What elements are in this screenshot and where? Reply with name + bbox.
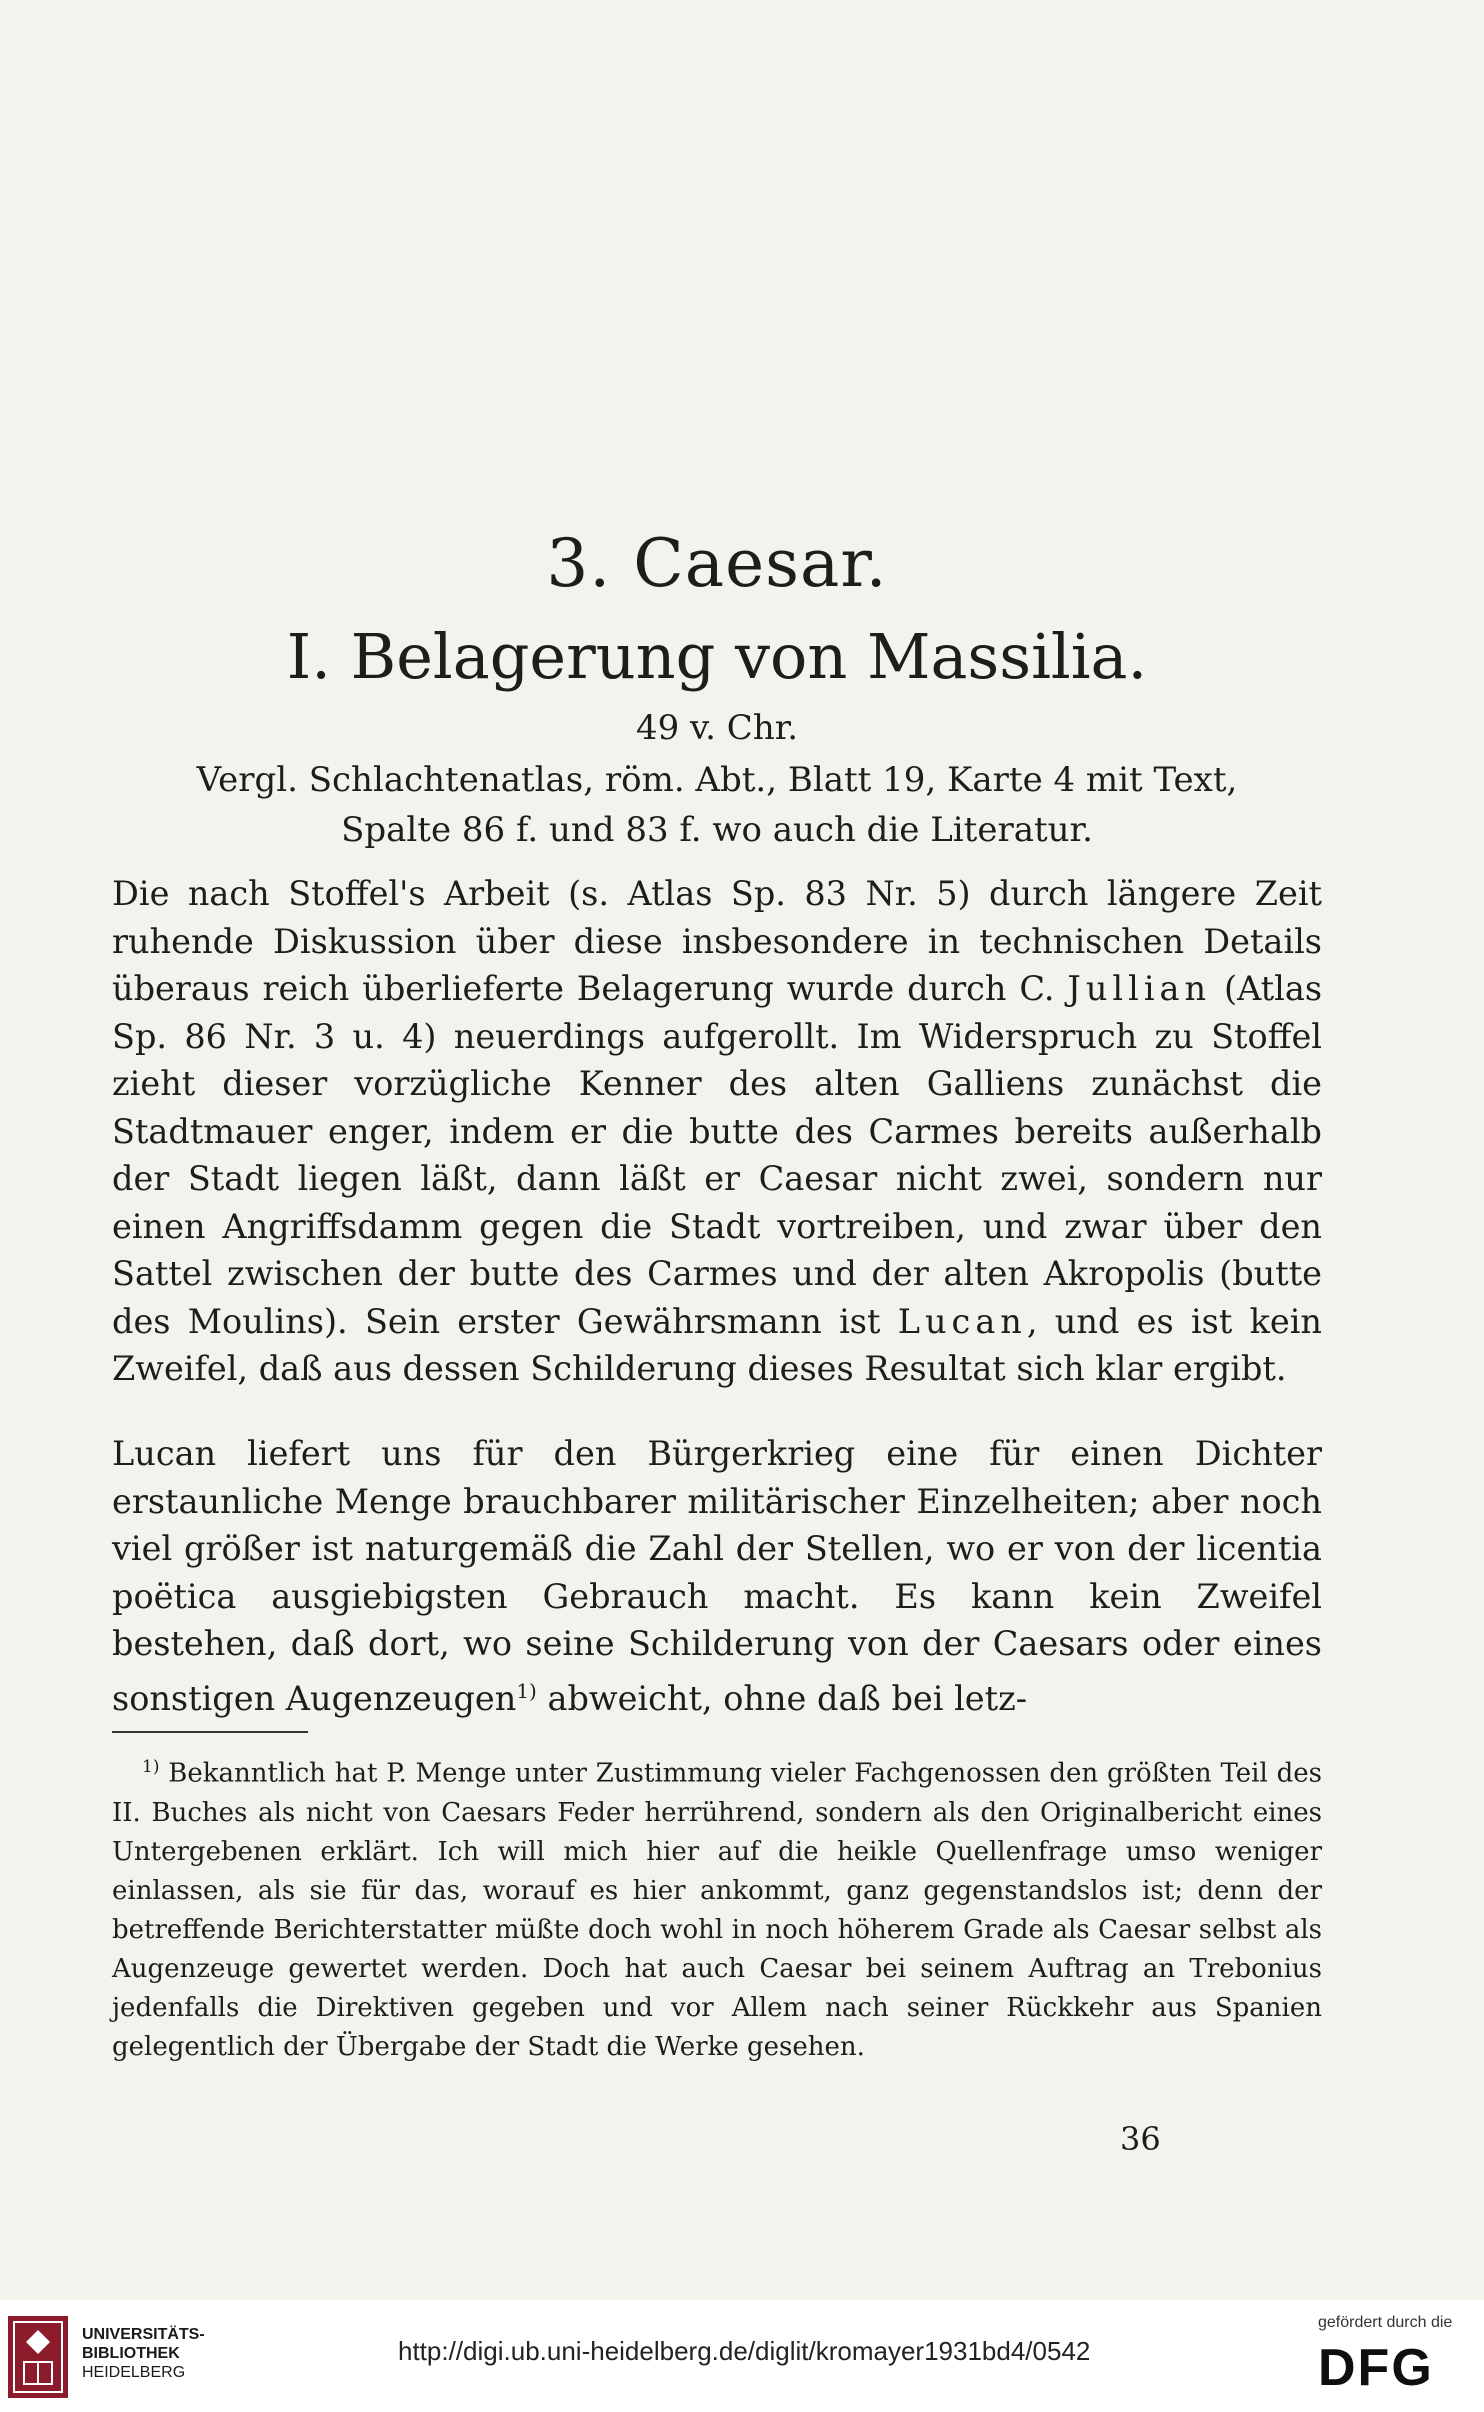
date-line: 49 v. Chr.: [635, 708, 799, 748]
reference-line-1: Vergl. Schlachtenatlas, röm. Abt., Blatt 19, Karte 4 mit Text,: [196, 760, 1238, 800]
permalink-url[interactable]: http://digi.ub.uni-heidelberg.de/diglit/kromayer1931bd4/0542: [398, 2336, 1091, 2366]
institution-line-2: BIBLIOTHEK: [82, 2345, 180, 2362]
body-paragraph-1: [112, 870, 1322, 1393]
author-name-jullian: Jullian: [1067, 969, 1212, 1008]
author-name-lucan: Lucan: [897, 1301, 1027, 1341]
funder-label: gefördert durch die: [1318, 2314, 1453, 2331]
institution-line-1: UNIVERSITÄTS-: [82, 2326, 205, 2343]
paragraph-1-text-a: Die nach Stoffel's Arbeit (s. Atlas Sp. 83 Nr. 5) durch längere Zeit ruhende Diskussion über diese insbesondere in technischen Details überaus reich überlieferte Belagerung wurde durch C.: [112, 874, 1322, 1008]
section-title: I. Belagerung von Massilia.: [286, 620, 1148, 693]
institution-line-3: HEIDELBERG: [82, 2364, 186, 2381]
footnote-text: Bekanntlich hat P. Menge unter Zustimmung vieler Fachgenossen den größten Teil des II. Buches als nicht von Caesars Feder herrührend, sondern als den Originalbericht eines Untergebenen erklärt. Ich will mich hier auf die heikle Quellenfrage umso weniger einlassen, als sie für das, worauf es hier ankommt, ganz gegenstandslos ist; denn der betreffende Berichterstatter müßte doch wohl in noch höherem Grade als Caesar selbst als Augenzeuge gewertet werden. Doch hat auch Caesar bei seinem Auftrag an Trebonius jedenfalls die Direktiven gegeben und vor Allem nach seiner Rückkehr aus Spanien gelegentlich der Übergabe der Stadt die Werke gesehen.: [112, 1758, 1322, 2062]
reference-note: [112, 755, 1322, 855]
institution-name: [82, 2325, 205, 2382]
page-number: 36: [1120, 2120, 1161, 2158]
footnote-marker: 1): [142, 1757, 160, 1777]
paragraph-2-text: Lucan liefert uns für den Bürgerkrieg eine für einen Dichter erstaunliche Menge brauchbarer militärischer Einzelheiten; aber noch viel größer ist naturgemäß die Zahl der Stellen, wo er von der licentia poëtica ausgiebigsten Gebrauch macht. Es kann kein Zweifel bestehen, daß dort, wo seine Schilderung von der Caesars oder eines sonstigen Augenzeugen: [112, 1434, 1322, 1718]
dfg-logo: DFG: [1318, 2339, 1434, 2397]
footnote-divider: [112, 1731, 308, 1733]
paragraph-2-text-end: abweicht, ohne daß bei letz-: [536, 1678, 1028, 1718]
footnote: [112, 1748, 1322, 2067]
chapter-title: 3. Caesar.: [546, 525, 888, 602]
body-paragraph-2: [112, 1430, 1322, 1722]
paragraph-1-text-b: (Atlas Sp. 86 Nr. 3 u. 4) neuerdings aufgerollt. Im Widerspruch zu Stoffel zieht dieser vorzügliche Kenner des alten Galliens zunächst die Stadtmauer enger, indem er die butte des Carmes bereits außerhalb der Stadt liegen läßt, dann läßt er Caesar nicht zwei, sondern nur einen Angriffsdamm gegen die Stadt vortreiben, und zwar über den Sattel zwischen der butte des Carmes und der alten Akropolis (butte des Moulins). Sein erster Gewährsmann ist: [112, 969, 1323, 1341]
reference-line-2: Spalte 86 f. und 83 f. wo auch die Literatur.: [341, 810, 1093, 850]
footnote-reference: 1): [516, 1678, 537, 1703]
paragraph-1-text-c: , und es ist kein Zweifel, daß aus dessen Schilderung dieses Resultat sich klar ergibt.: [112, 1301, 1323, 1388]
university-seal-icon: [8, 2316, 68, 2398]
